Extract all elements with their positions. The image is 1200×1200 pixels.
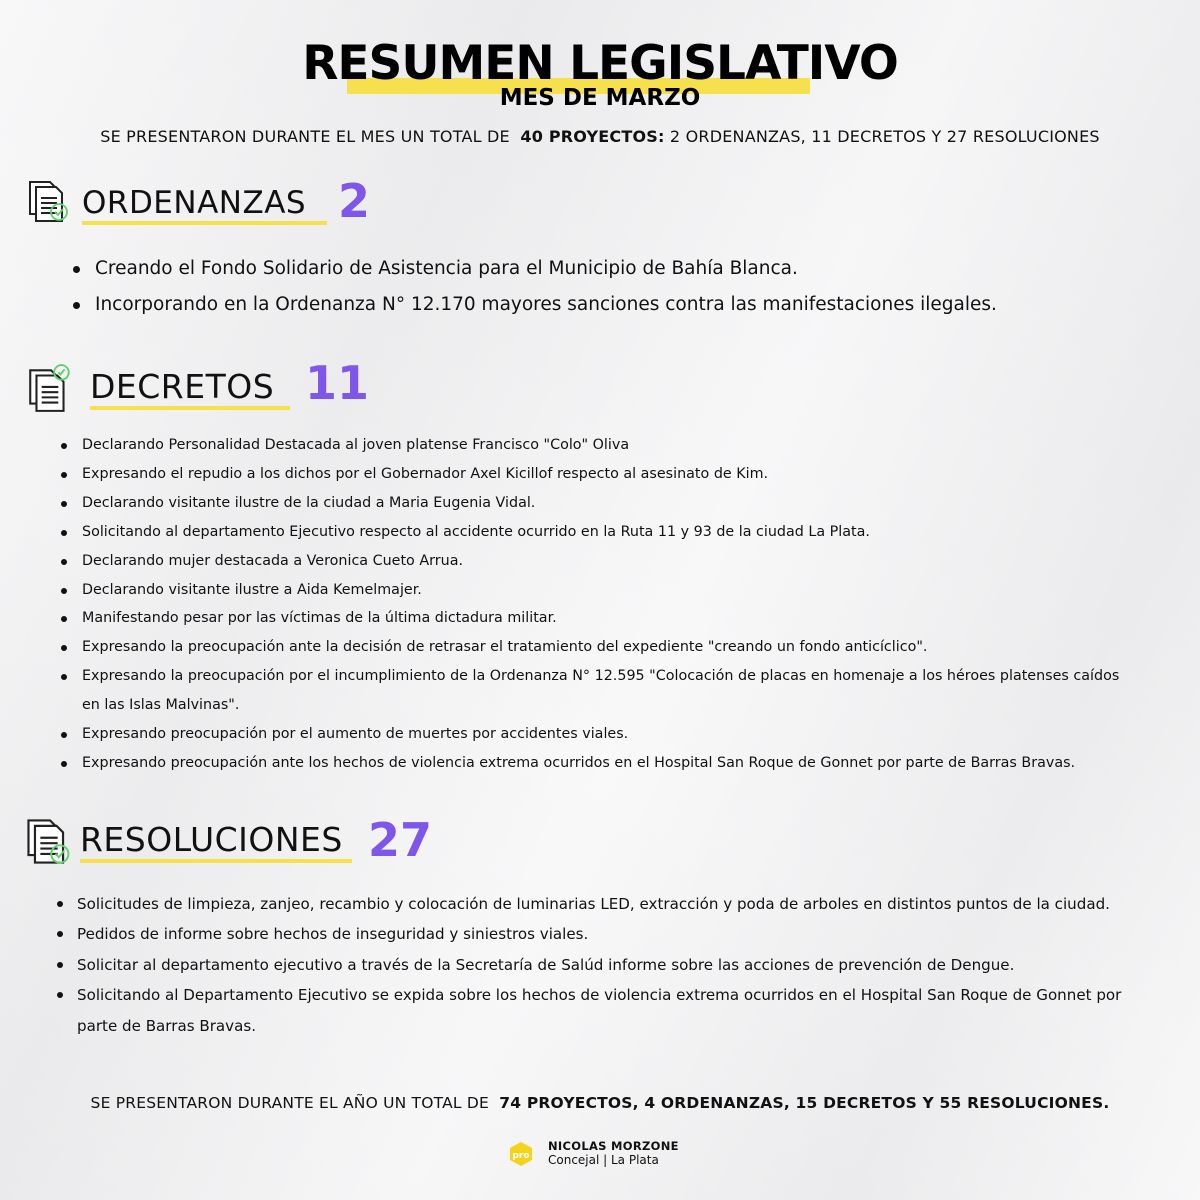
ordenanzas-list [95,251,1175,323]
list-item: Pedidos de informe sobre hechos de inseguridad y siniestros viales. [77,919,1127,949]
resoluciones-underline [80,859,352,863]
decretos-underline [90,406,290,410]
list-item: Declarando visitante ilustre de la ciudad a Maria Eugenia Vidal. [82,489,1132,518]
year-summary-prefix: SE PRESENTARON DURANTE EL AÑO UN TOTAL DE [90,1094,489,1112]
signature-role: Concejal | La Plata [548,1153,659,1167]
summary-rest: 2 ORDENANZAS, 11 DECRETOS Y 27 RESOLUCIONES [669,127,1100,146]
page-subtitle: MES DE MARZO [499,85,701,111]
list-item: Expresando preocupación ante los hechos de violencia extrema ocurridos en el Hospital San Roque de Gonnet por parte de Barras Bravas. [82,749,1132,778]
list-item: Solicitudes de limpieza, zanjeo, recambio y colocación de luminarias LED, extracción y poda de arboles en distintos puntos de la ciudad. [77,889,1127,919]
decretos-title: DECRETOS [90,367,275,406]
list-item: Creando el Fondo Solidario de Asistencia para el Municipio de Bahía Blanca. [95,251,1175,287]
list-item: Declarando Personalidad Destacada al joven platense Francisco "Colo" Oliva [82,431,1132,460]
documents-check-icon [22,814,76,868]
pro-logo [508,1141,534,1167]
summary-prefix: SE PRESENTARON DURANTE EL MES UN TOTAL DE [100,127,510,146]
list-item: Expresando la preocupación por el incumplimiento de la Ordenanza N° 12.595 "Colocación de placas en homenaje a los héroes platenses caídos en las Islas Malvinas". [82,662,1132,720]
list-item: Manifestando pesar por las víctimas de la última dictadura militar. [82,604,1132,633]
resoluciones-count: 27 [368,813,433,867]
signature-name: NICOLAS MORZONE [548,1139,679,1153]
list-item: Expresando el repudio a los dichos por el Gobernador Axel Kicillof respecto al asesinato de Kim. [82,460,1132,489]
ordenanzas-title: ORDENANZAS [82,185,307,221]
ordenanzas-underline [82,221,327,225]
list-item: Incorporando en la Ordenanza N° 12.170 mayores sanciones contra las manifestaciones ilegales. [95,287,1175,323]
page-title: RESUMEN LEGISLATIVO [302,36,898,91]
list-item: Solicitar al departamento ejecutivo a través de la Secretaría de Salúd informe sobre las acciones de prevención de Dengue. [77,950,1127,980]
list-item: Expresando preocupación por el aumento de muertes por accidentes viales. [82,720,1132,749]
list-item: Solicitando al departamento Ejecutivo respecto al accidente ocurrido en la Ruta 11 y 93 de la ciudad La Plata. [82,518,1132,547]
decretos-list [82,431,1132,778]
list-item: Declarando mujer destacada a Veronica Cueto Arrua. [82,547,1132,576]
list-item: Solicitando al Departamento Ejecutivo se expida sobre los hechos de violencia extrema ocurridos en el Hospital San Roque de Gonnet por parte de Barras Bravas. [77,980,1127,1041]
ordenanzas-count: 2 [338,174,371,228]
year-summary-bold: 74 PROYECTOS, 4 ORDENANZAS, 15 DECRETOS Y 55 RESOLUCIONES. [499,1094,1110,1112]
documents-check-icon [24,362,76,414]
documents-check-icon [24,176,74,226]
list-item: Declarando visitante ilustre a Aida Kemelmajer. [82,576,1132,605]
decretos-count: 11 [305,356,370,410]
summary-bold: 40 PROYECTOS: [520,127,665,146]
year-summary [0,1094,1200,1112]
logo-text: pro [512,1151,530,1161]
month-summary [0,127,1200,146]
resoluciones-list [77,889,1127,1041]
resoluciones-title: RESOLUCIONES [80,820,343,859]
list-item: Expresando la preocupación ante la decisión de retrasar el tratamiento del expediente "creando un fondo anticíclico". [82,633,1132,662]
